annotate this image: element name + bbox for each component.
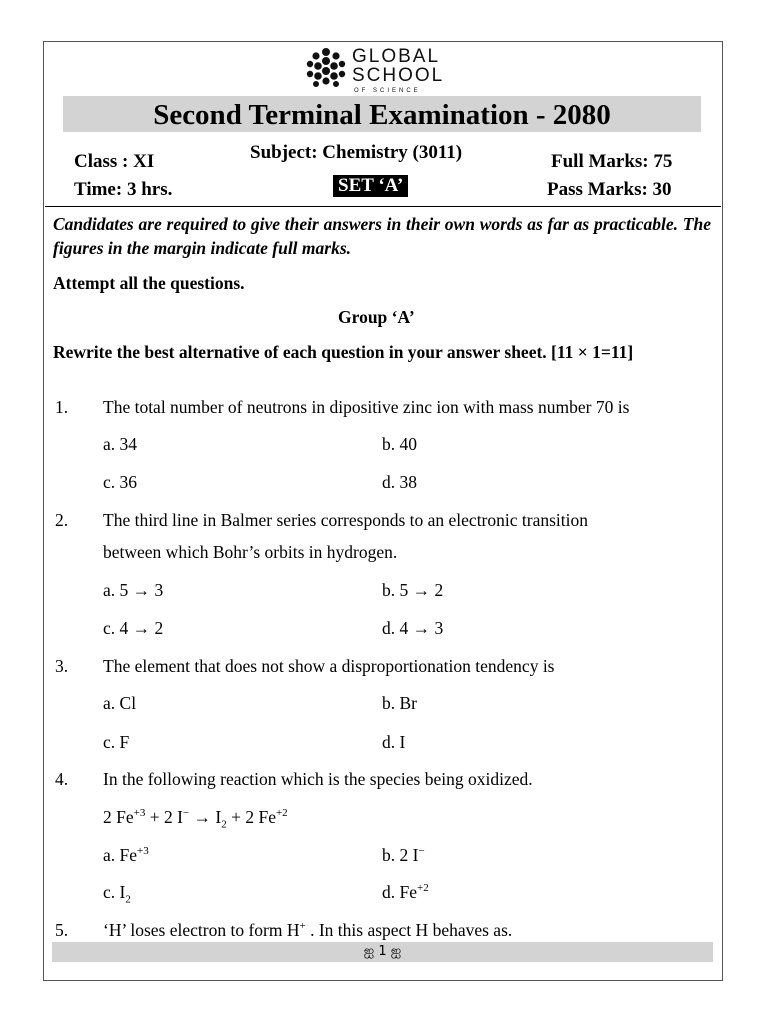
question-text: The third line in Balmer series corresponds to an electronic transition <box>103 510 588 530</box>
candidate-instructions: Candidates are required to give their answers in their own words as far as practicable. The figures in the margin indicate full marks. <box>53 214 711 258</box>
option-subscript: 2 <box>125 893 131 906</box>
option-d <box>382 881 429 903</box>
option-a: a. 34 <box>103 434 138 454</box>
logo-line-global: GLOBAL <box>352 46 441 67</box>
question-text-continued: between which Bohr’s orbits in hydrogen. <box>103 542 398 562</box>
set-badge: SET ‘A’ <box>333 175 408 197</box>
equation-part: → I <box>189 807 222 827</box>
equation-part: + 2 Fe <box>226 807 276 827</box>
class-label: Class : XI <box>74 151 155 172</box>
pass-marks-label: Pass Marks: 30 <box>547 179 672 200</box>
question-number: 4. <box>55 769 69 789</box>
exam-title: Second Terminal Examination - 2080 <box>153 99 611 131</box>
time-label: Time: 3 hrs. <box>74 179 173 200</box>
page-number-footer: ஐ 1 ஐ <box>52 942 713 962</box>
option-superscript: +3 <box>137 845 149 858</box>
option-c <box>103 881 131 906</box>
option-c: c. F <box>103 732 130 752</box>
question-number: 5. <box>55 920 69 940</box>
group-heading: Group ‘A’ <box>338 307 415 327</box>
option-c: c. 36 <box>103 472 138 492</box>
option-d: d. I <box>382 732 406 752</box>
equation-superscript: +3 <box>133 807 146 820</box>
option-a <box>103 844 149 866</box>
attempt-all-note: Attempt all the questions. <box>53 273 245 293</box>
question-number: 3. <box>55 656 69 676</box>
equation-part: + 2 I <box>145 807 183 827</box>
option-b <box>382 844 425 866</box>
option-superscript: +2 <box>417 882 429 895</box>
question-text: The total number of neutrons in dipositive zinc ion with mass number 70 is <box>103 397 630 417</box>
question-text-part: ‘H’ loses electron to form H <box>103 920 300 940</box>
option-d: d. 38 <box>382 472 417 492</box>
option-b: b. 5 → 2 <box>382 580 444 600</box>
question-text <box>103 919 512 941</box>
reaction-equation <box>103 806 288 831</box>
full-marks-label: Full Marks: 75 <box>551 151 673 172</box>
logo-tagline: OF SCIENCE <box>354 88 421 94</box>
school-logo-icon <box>302 44 350 92</box>
question-text-part: . In this aspect H behaves as. <box>305 920 513 940</box>
option-superscript: − <box>418 845 425 858</box>
group-instruction: Rewrite the best alternative of each question in your answer sheet. [11 × 1=11] <box>53 342 634 362</box>
question-number: 2. <box>55 510 69 530</box>
equation-superscript: +2 <box>275 807 288 820</box>
subject-label: Subject: Chemistry (3011) <box>250 142 463 163</box>
logo-wordmark <box>352 47 444 85</box>
equation-subscript: 2 <box>221 818 227 831</box>
option-text: b. 2 I <box>382 845 419 865</box>
option-a: a. Cl <box>103 693 137 713</box>
equation-part: 2 Fe <box>103 807 134 827</box>
option-text: a. Fe <box>103 845 138 865</box>
option-a: a. 5 → 3 <box>103 580 164 600</box>
header-divider <box>45 206 721 207</box>
option-b: b. 40 <box>382 434 417 454</box>
question-number: 1. <box>55 397 69 417</box>
equation-superscript: − <box>182 807 190 820</box>
option-d: d. 4 → 3 <box>382 618 444 638</box>
question-superscript: + <box>299 920 306 933</box>
option-c: c. 4 → 2 <box>103 618 164 638</box>
option-b: b. Br <box>382 693 417 713</box>
question-text: In the following reaction which is the species being oxidized. <box>103 769 533 789</box>
logo-line-school: SCHOOL <box>352 65 445 86</box>
option-text: c. I <box>103 882 126 902</box>
question-text: The element that does not show a disproportionation tendency is <box>103 656 555 676</box>
option-text: d. Fe <box>382 882 417 902</box>
